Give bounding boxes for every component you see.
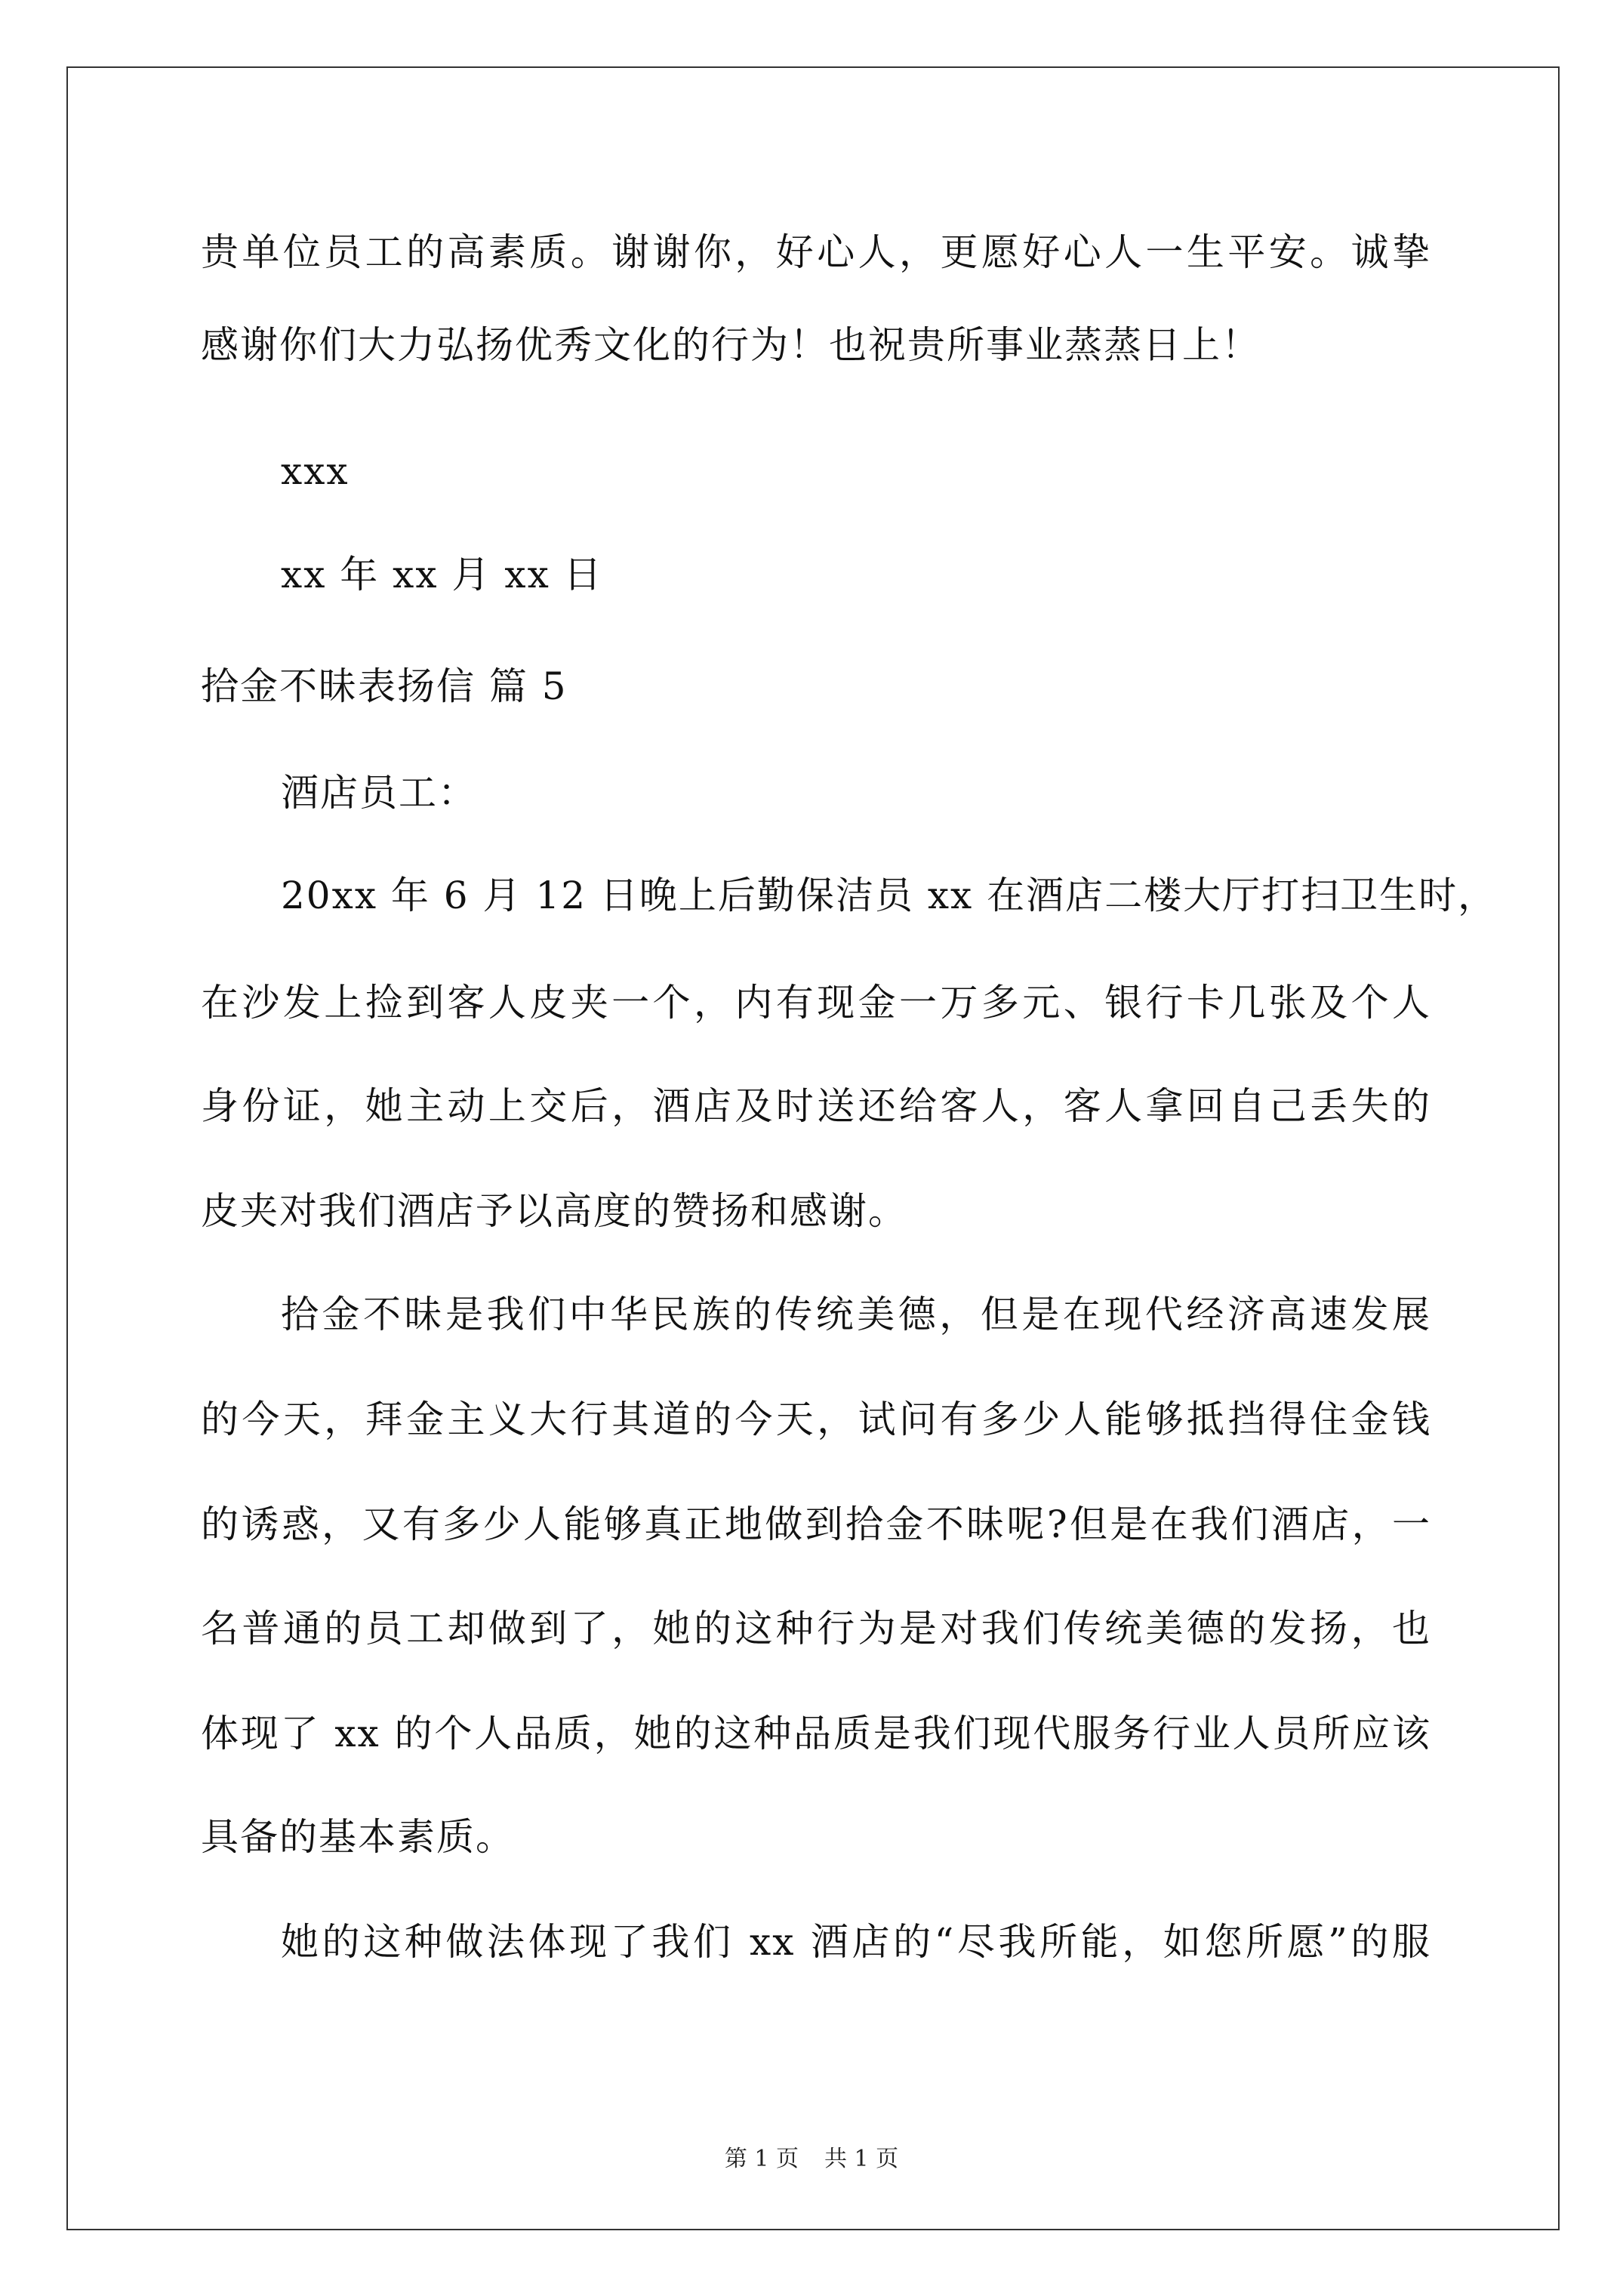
body-line-8: 在沙发上捡到客人皮夹一个，内有现金一万多元、银行卡几张及个人 (201, 981, 1431, 1025)
body-line-16: 具备的基本素质。 (201, 1815, 515, 1859)
page-number: 第 1 页 (724, 2146, 799, 2172)
body-line-2: 感谢你们大力弘扬优秀文化的行为！也祝贵所事业蒸蒸日上！ (201, 323, 1261, 367)
body-line-15: 体现了 xx 的个人品质，她的这种品质是我们现代服务行业人员所应该 (201, 1712, 1431, 1755)
date-line: xx 年 xx 月 xx 日 (281, 553, 603, 596)
body-line-10: 皮夹对我们酒店予以高度的赞扬和感谢。 (201, 1189, 907, 1233)
body-line-13: 的诱惑，又有多少人能够真正地做到拾金不昧呢?但是在我们酒店，一 (201, 1502, 1431, 1546)
page-frame (66, 66, 1560, 2230)
body-line-11: 拾金不昧是我们中华民族的传统美德，但是在现代经济高速发展 (281, 1293, 1431, 1336)
page-footer (0, 2144, 1623, 2174)
body-line-7: 20xx 年 6 月 12 日晚上后勤保洁员 xx 在酒店二楼大厅打扫卫生时， (281, 874, 1498, 917)
body-line-1: 贵单位员工的高素质。谢谢你，好心人，更愿好心人一生平安。诚挚 (201, 230, 1431, 274)
salutation: 酒店员工： (281, 771, 477, 815)
body-line-9: 身份证，她主动上交后，酒店及时送还给客人，客人拿回自己丢失的 (201, 1084, 1431, 1128)
page-total: 共 1 页 (824, 2146, 899, 2172)
body-line-17: 她的这种做法体现了我们 xx 酒店的“尽我所能，如您所愿”的服 (281, 1920, 1431, 1964)
body-line-12: 的今天，拜金主义大行其道的今天，试问有多少人能够抵挡得住金钱 (201, 1398, 1431, 1441)
signature: xxx (281, 449, 350, 493)
body-line-14: 名普通的员工却做到了，她的这种行为是对我们传统美德的发扬，也 (201, 1607, 1431, 1650)
section-title: 拾金不昧表扬信 篇 5 (201, 664, 568, 708)
